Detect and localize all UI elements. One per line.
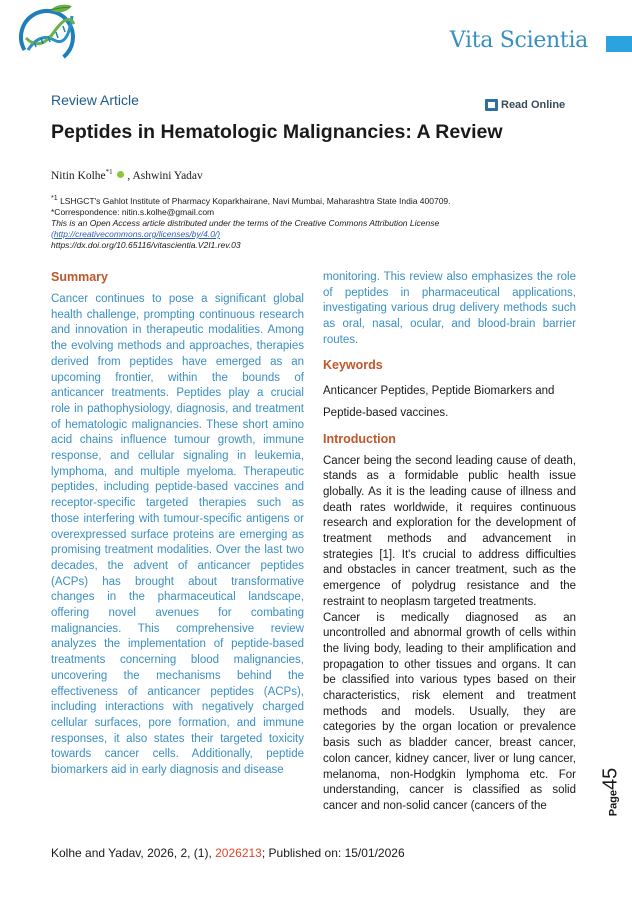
page-number-label — [597, 752, 625, 832]
journal-brand: Vita Scientia — [449, 28, 588, 53]
article-meta — [51, 193, 521, 251]
author-2[interactable]: Ashwini Yadav — [132, 169, 203, 182]
read-online-icon — [485, 99, 498, 111]
read-online-label: Read Online — [501, 99, 566, 111]
left-column — [51, 270, 304, 779]
page-number: 45 — [599, 767, 622, 790]
summary-text: Cancer continues to pose a significant global health challenge, prompting continuous research and innovation in therapeutic modalities. Among the evolving methods and approaches, therapies derived from peptides have emerged as an upcoming frontier, within the bounds of anticancer treatments. Peptides play a crucial role in pathophysiology, diagnosis, and treatment of hematologic malignancies. These short amino acid chains influence tumour growth, immune response, and cellular signaling in leukemia, lymphoma, and multiple myeloma. Therapeutic peptides, including peptide-based vaccines and receptor-specific targeted therapies such as those interfering with tumour-specific antigens or overexpressed surface proteins are emerging as promising treatment modalities. Over the last two decades, the advent of anticancer peptides (ACPs) has brought about transformative changes in the pharmaceutical landscape, offering novel avenues for combating malignancies. This comprehensive review analyzes the implementation of peptide-based treatments concerning blood malignancies, uncovering the mechanisms behind the effectiveness of anticancer peptides (ACPs), including interactions with negatively charged cellular surfaces, pore formation, and immune responses, it also states their targeted toxicity towards cancer cells. Additionally, peptide biomarkers aid in early diagnosis and disease — [51, 293, 304, 777]
page-word: Page — [607, 789, 620, 817]
introduction-paragraph-1: Cancer being the second leading cause of death, stands as a formidable public health issue globally. As it is the leading cause of illness and death rates worldwide, it requires continuous research and exploration for the development of treatment methods and advancement in strategies [1]. It's crucial to address difficulties and obstacles in cancer treatment, such as the emergence of polydrug resistance and the restraint to neoplasm targeted treatments. — [323, 454, 576, 608]
author-line — [51, 168, 203, 182]
citation-footer — [51, 846, 405, 860]
license-link[interactable]: (http://creativecommons.org/licenses/by/4.0/) — [51, 228, 221, 239]
keywords-heading: Keywords — [323, 357, 383, 372]
article-type: Review Article — [51, 92, 139, 108]
citation-text: Kolhe and Yadav, 2026, 2, (1), — [51, 846, 216, 860]
introduction-paragraph-2: Cancer is medically diagnosed as an uncontrolled and abnormal growth of cells within the living body, leading to their amplification and propagation to other tissues and organs. It can be classified into various types based on their characteristics, risk element and treatment methods and models. Usually, they are categories by the organ location or prevalence basis such as bladder cancer, breast cancer, colon cancer, kidney cancer, liver or lung cancer, melanoma, non-Hodgkin lymphoma etc. For understanding, cancer is classified as solid cancer and non-solid cancer (cancers of the — [323, 611, 576, 812]
affiliation-text: LSHGCT's Gahlot Institute of Pharmacy Koparkhairane, Navi Mumbai, Maharashtra State India 400709. — [57, 195, 451, 206]
article-id[interactable]: 2026213 — [215, 846, 262, 860]
right-column — [323, 270, 576, 815]
read-online-link[interactable] — [485, 99, 565, 111]
summary-continuation: monitoring. This review also emphasizes the role of peptides in pharmaceutical applications, investigating various drug delivery methods such as oral, nasal, ocular, and blood-brain barrier routes. — [323, 271, 576, 346]
license-statement: This is an Open Access article distributed under the terms of the Creative Commons Attribution License — [51, 217, 440, 228]
correspondence[interactable]: *Correspondence: nitin.s.kolhe@gmail.com — [51, 206, 215, 217]
affiliation — [51, 193, 521, 207]
published-date: ; Published on: 15/01/2026 — [261, 846, 405, 860]
orcid-icon[interactable] — [117, 171, 124, 178]
doi-link[interactable]: https://dx.doi.org/10.65116/vitascientia.V2I1.rev.03 — [51, 239, 241, 250]
author-1[interactable]: Nitin Kolhe — [51, 169, 106, 182]
dna-logo-icon — [14, 2, 80, 68]
author-separator: , — [124, 169, 133, 182]
keywords-text: Anticancer Peptides, Peptide Biomarkers and Peptide-based vaccines. — [323, 384, 555, 419]
page-number-wrap — [600, 768, 623, 817]
article-title: Peptides in Hematologic Malignancies: A Review — [51, 121, 503, 143]
introduction-heading: Introduction — [323, 431, 396, 446]
summary-heading: Summary — [51, 270, 108, 284]
affiliation-sup: *1 — [51, 194, 58, 202]
brand-accent-bar — [606, 36, 632, 52]
author-1-sup: *1 — [105, 168, 113, 176]
